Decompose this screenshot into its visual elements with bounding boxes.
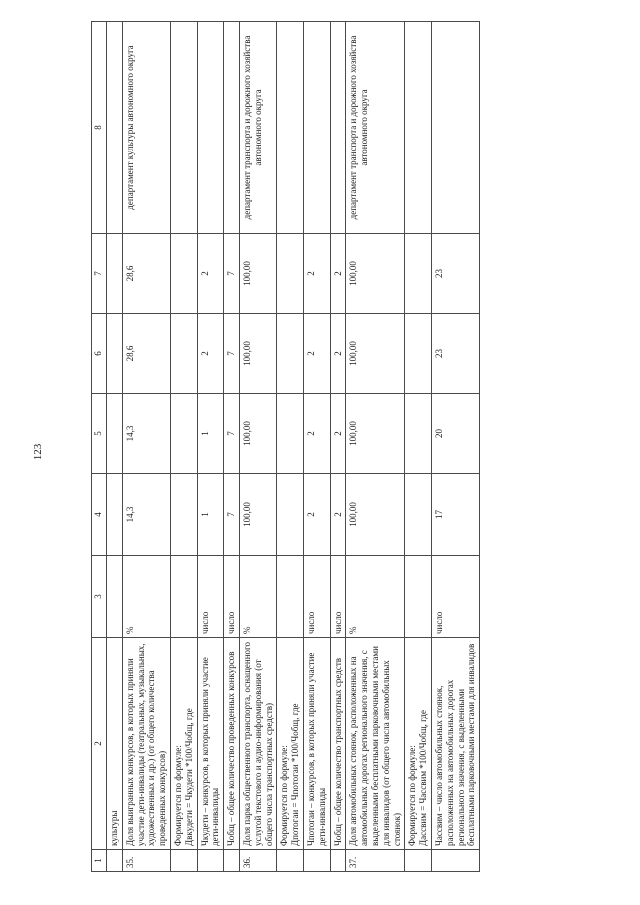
- indicators-table: [91, 21, 480, 872]
- row-number: 35.: [122, 850, 170, 872]
- row-number: 36.: [239, 850, 276, 872]
- value-cell: 1: [197, 394, 224, 474]
- header-cell: 1: [92, 850, 107, 872]
- unit-cell: %: [239, 556, 276, 638]
- value-cell: 2: [330, 234, 346, 314]
- value-cell: 2: [330, 394, 346, 474]
- responsible-department: департамент культуры автономного округа: [122, 22, 170, 234]
- value-cell: 17: [431, 474, 479, 556]
- value-cell: 100,00: [239, 474, 276, 556]
- value-cell: 2: [303, 394, 330, 474]
- formula-text: Формируется по формуле: Двкудети = Чкудети *100/Чобщ, где: [170, 638, 197, 850]
- unit-cell: число: [330, 556, 346, 638]
- value-cell: 100,00: [346, 474, 405, 556]
- table-row: [346, 22, 405, 872]
- value-cell: 23: [431, 234, 479, 314]
- table-row: [277, 22, 304, 872]
- table-row: [122, 22, 170, 872]
- formula-text: Формируется по формуле: Дпотогаи = Чпотогаи *100/Чобщ, где: [277, 638, 304, 850]
- value-cell: 2: [303, 314, 330, 394]
- indicator-description: Доля автомобильных стоянок, расположенных на автомобильных дорогах регионального значения, с выделенными бесплатными парковочными местами для инвалидов (от общего числа автомобильных стоянок): [346, 638, 405, 850]
- table-row: [107, 22, 123, 872]
- value-cell: 2: [197, 234, 224, 314]
- responsible-department: департамент транспорта и дорожного хозяйства автономного округа: [239, 22, 276, 234]
- table-row: [170, 22, 197, 872]
- table-row: [330, 22, 346, 872]
- header-cell: 6: [92, 314, 107, 394]
- value-cell: 7: [224, 394, 240, 474]
- value-cell: 14,3: [122, 474, 170, 556]
- value-cell: 2: [330, 314, 346, 394]
- header-cell: 3: [92, 556, 107, 638]
- value-cell: 14,3: [122, 394, 170, 474]
- indicator-description: Чпотогаи – конкурсов, в которых приняли участие дети-инвалиды: [303, 638, 330, 850]
- value-cell: 100,00: [239, 394, 276, 474]
- indicator-description: Доля выигранных конкурсов, в которых приняли участие дети-инвалиды (театральных, музыкальных, художественных и др.) (от общего количества проведенных конкурсов): [122, 638, 170, 850]
- header-cell: 5: [92, 394, 107, 474]
- value-cell: 7: [224, 474, 240, 556]
- value-cell: 28,6: [122, 314, 170, 394]
- indicator-description: Чассвим – число автомобильных стоянок, расположенных на автомобильных дорогах регионального значения, с выделенными бесплатными парковочными местами для инвалидов: [431, 638, 479, 850]
- page-number: 123: [32, 443, 44, 461]
- indicator-description: Доля парка общественного транспорта, оснащенного услугой текстового и аудио-информирования (от общего числа транспортных средств): [239, 638, 276, 850]
- value-cell: 100,00: [346, 394, 405, 474]
- table-row: [224, 22, 240, 872]
- value-cell: 2: [303, 234, 330, 314]
- value-cell: 28,6: [122, 234, 170, 314]
- value-cell: 7: [224, 234, 240, 314]
- unit-cell: %: [122, 556, 170, 638]
- row-number: 37.: [346, 850, 405, 872]
- value-cell: 2: [330, 474, 346, 556]
- indicator-description: Чобщ – общее количество проведенных конкурсов: [224, 638, 240, 850]
- unit-cell: число: [197, 556, 224, 638]
- header-cell: 7: [92, 234, 107, 314]
- indicator-description: Чобщ – общее количество транспортных средств: [330, 638, 346, 850]
- value-cell: 100,00: [239, 234, 276, 314]
- indicator-description: Чкудети – конкурсов, в которых приняли участие дети-инвалиды: [197, 638, 224, 850]
- rotated-table-wrapper: [91, 22, 571, 872]
- table-row: [303, 22, 330, 872]
- value-cell: 23: [431, 314, 479, 394]
- header-cell: 2: [92, 638, 107, 850]
- value-cell: 100,00: [239, 314, 276, 394]
- unit-cell: число: [303, 556, 330, 638]
- value-cell: 7: [224, 314, 240, 394]
- unit-cell: число: [224, 556, 240, 638]
- header-cell: 4: [92, 474, 107, 556]
- table-row: [197, 22, 224, 872]
- value-cell: 1: [197, 474, 224, 556]
- table-row: [239, 22, 276, 872]
- responsible-department: департамент транспорта и дорожного хозяйства автономного округа: [346, 22, 405, 234]
- value-cell: 2: [197, 314, 224, 394]
- table-row: [405, 22, 432, 872]
- unit-cell: %: [346, 556, 405, 638]
- table-row: [431, 22, 479, 872]
- value-cell: 100,00: [346, 234, 405, 314]
- value-cell: 20: [431, 394, 479, 474]
- value-cell: 2: [303, 474, 330, 556]
- unit-cell: число: [431, 556, 479, 638]
- formula-text: Формируется по формуле: Дассвим = Чассвим *100/Чобщ, где: [405, 638, 432, 850]
- value-cell: 100,00: [346, 314, 405, 394]
- header-row: [92, 22, 107, 872]
- header-cell: 8: [92, 22, 107, 234]
- culture-label: культуры: [107, 638, 123, 850]
